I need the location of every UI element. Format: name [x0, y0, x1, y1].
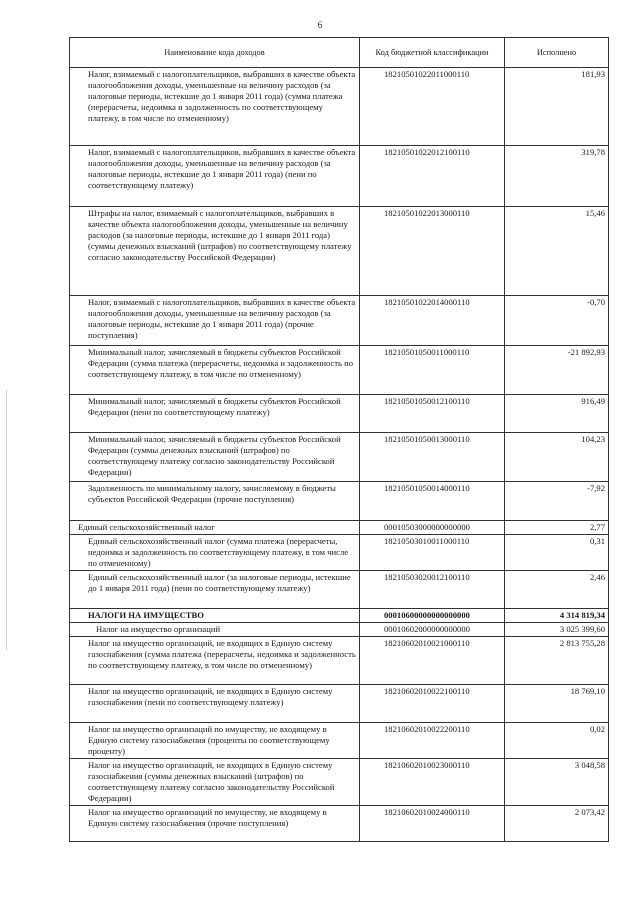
table-row — [70, 296, 609, 346]
page-number: 6 — [317, 20, 323, 30]
row-code: 18210501022013000110 — [360, 207, 505, 296]
column-header-code: Код бюджетной классификации — [360, 38, 505, 68]
row-name: Штрафы на налог, взимаемый с налогоплательщиков, выбравших в качестве объекта налогообложения доходы, уменьшенные на величину расходов (за налоговые периоды, истекшие до 1 января 2011 года) (суммы денежных взысканий (штрафов) по соответствующему платежу согласно законодательству Российской Федерации) — [70, 207, 360, 296]
table-row — [70, 346, 609, 395]
table-row — [70, 482, 609, 521]
row-value: 104,23 — [505, 433, 609, 482]
margin-mark — [6, 390, 7, 650]
row-name: Налог на имущество организаций — [70, 623, 360, 637]
table-row — [70, 806, 609, 842]
table-row — [70, 146, 609, 207]
row-value: -7,92 — [505, 482, 609, 521]
row-value: 2 813 755,28 — [505, 637, 609, 685]
row-code: 18210501050013000110 — [360, 433, 505, 482]
column-header-name: Наименование кода доходов — [70, 38, 360, 68]
row-name: Налог на имущество организаций, не входящих в Единую систему газоснабжения (сумма платежа (перерасчеты, недоимка и задолженность по соответствующему платежу, в том числе по отмененному) — [70, 637, 360, 685]
row-name: Налог, взимаемый с налогоплательщиков, выбравших в качестве объекта налогообложения доходы, уменьшенные на величину расходов (за налоговые периоды, истекшие до 1 января 2011 года) (сумма платежа (перерасчеты, недоимка и задолженность по соответствующему платежу, в том числе по отмененному) — [70, 68, 360, 146]
row-code: 18210501022012100110 — [360, 146, 505, 207]
table-row — [70, 207, 609, 296]
row-code: 18210503010011000110 — [360, 535, 505, 571]
table-header-row — [70, 38, 609, 68]
row-name: Налог на имущество организаций, не входящих в Единую систему газоснабжения (пени по соответствующему платежу) — [70, 685, 360, 723]
row-code: 18210602010021000110 — [360, 637, 505, 685]
row-code: 18210602010023000110 — [360, 759, 505, 806]
row-code: 18210602010022100110 — [360, 685, 505, 723]
row-code: 00010602000000000000 — [360, 623, 505, 637]
table-row — [70, 609, 609, 623]
row-name: Налог, взимаемый с налогоплательщиков, выбравших в качестве объекта налогообложения доходы, уменьшенные на величину расходов (за налоговые периоды, истекшие до 1 января 2011 года) (прочие поступления) — [70, 296, 360, 346]
row-code: 18210602010022200110 — [360, 723, 505, 759]
row-name: НАЛОГИ НА ИМУЩЕСТВО — [70, 609, 360, 623]
row-value: 3 025 399,60 — [505, 623, 609, 637]
row-name: Единый сельскохозяйственный налог (за налоговые периоды, истекшие до 1 января 2011 года) (пени по соответствующему платежу) — [70, 571, 360, 609]
row-value: 0,31 — [505, 535, 609, 571]
row-name: Минимальный налог, зачисляемый в бюджеты субъектов Российской Федерации (пени по соответствующему платежу) — [70, 395, 360, 433]
row-code: 18210501050011000110 — [360, 346, 505, 395]
row-code: 18210501050014000110 — [360, 482, 505, 521]
revenue-table — [69, 37, 609, 842]
table-row — [70, 685, 609, 723]
row-name: Единый сельскохозяйственный налог — [70, 521, 360, 535]
row-value: 0,02 — [505, 723, 609, 759]
row-name: Налог, взимаемый с налогоплательщиков, выбравших в качестве объекта налогообложения доходы, уменьшенные на величину расходов (за налоговые периоды, истекшие до 1 января 2011 года) (пени по соответствующему платежу) — [70, 146, 360, 207]
table-row — [70, 433, 609, 482]
row-name: Минимальный налог, зачисляемый в бюджеты субъектов Российской Федерации (сумма платежа (перерасчеты, недоимка и задолженность по соответствующему платежу, в том числе по отмененному) — [70, 346, 360, 395]
row-value: 15,46 — [505, 207, 609, 296]
row-code: 18210501022014000110 — [360, 296, 505, 346]
row-name: Задолженность по минимальному налогу, зачисляемому в бюджеты субъектов Российской Федерации (прочие поступления) — [70, 482, 360, 521]
row-name: Налог на имущество организаций по имуществу, не входящему в Единую систему газоснабжения (прочие поступления) — [70, 806, 360, 842]
row-value: 319,78 — [505, 146, 609, 207]
row-name: Налог на имущество организаций, не входящих в Единую систему газоснабжения (суммы денежных взысканий (штрафов) по соответствующему платежу согласно законодательству Российской Федерации) — [70, 759, 360, 806]
table-row — [70, 395, 609, 433]
column-header-value: Исполнено — [505, 38, 609, 68]
row-value: 2 073,42 — [505, 806, 609, 842]
row-value: 181,93 — [505, 68, 609, 146]
row-code: 18210503020012100110 — [360, 571, 505, 609]
row-code: 18210501050012100110 — [360, 395, 505, 433]
table-row — [70, 759, 609, 806]
row-name: Налог на имущество организаций по имуществу, не входящему в Единую систему газоснабжения (проценты по соответствующему проценту) — [70, 723, 360, 759]
row-value: 3 048,58 — [505, 759, 609, 806]
row-name: Единый сельскохозяйственный налог (сумма платежа (перерасчеты, недоимка и задолженность по соответствующему платежу, в том числе по отмененному) — [70, 535, 360, 571]
table-row — [70, 571, 609, 609]
row-value: -21 892,93 — [505, 346, 609, 395]
row-code: 00010503000000000000 — [360, 521, 505, 535]
row-value: -0,70 — [505, 296, 609, 346]
row-code: 18210501022011000110 — [360, 68, 505, 146]
table-row — [70, 723, 609, 759]
table-row — [70, 637, 609, 685]
row-value: 18 769,10 — [505, 685, 609, 723]
row-value: 2,77 — [505, 521, 609, 535]
row-value: 4 314 819,34 — [505, 609, 609, 623]
row-code: 18210602010024000110 — [360, 806, 505, 842]
table-row — [70, 68, 609, 146]
table-row — [70, 521, 609, 535]
table-row — [70, 535, 609, 571]
row-code: 00010600000000000000 — [360, 609, 505, 623]
row-value: 916,49 — [505, 395, 609, 433]
row-value: 2,46 — [505, 571, 609, 609]
table-row — [70, 623, 609, 637]
row-name: Минимальный налог, зачисляемый в бюджеты субъектов Российской Федерации (суммы денежных взысканий (штрафов) по соответствующему платежу согласно законодательству Российской Федерации) — [70, 433, 360, 482]
